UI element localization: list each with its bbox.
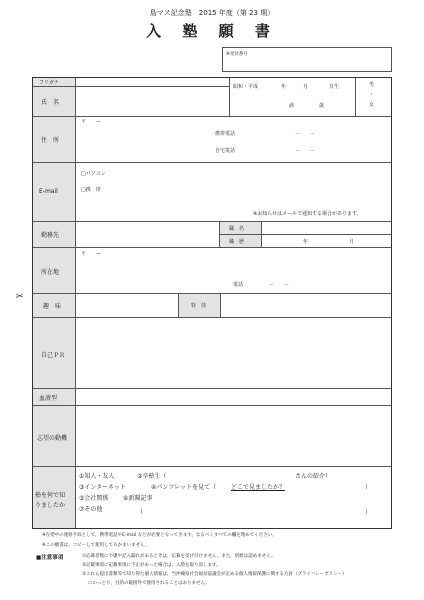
rule xyxy=(33,388,391,389)
job-history-month: 月 xyxy=(349,239,355,245)
receipt-number-box[interactable] xyxy=(222,47,392,72)
sex-dot: ・ xyxy=(369,92,375,98)
option-3[interactable]: ③インターネット xyxy=(79,484,126,491)
location-phone-dash: － － xyxy=(269,282,290,288)
location-label: 所在地 xyxy=(41,269,60,276)
blood-type-label: 血液型 xyxy=(39,395,58,402)
notes-item-3: ③これら提出書類等で知り得た個人情報は，当沖縄県社会福祉協議会が定める個人情報保護に関する方針（プライバシーポリシー） xyxy=(82,572,347,577)
rule xyxy=(33,317,391,318)
rule xyxy=(33,86,229,87)
application-form xyxy=(32,77,392,529)
option-4-inner: どこで見ましたか？ xyxy=(231,484,286,491)
rule xyxy=(33,405,391,406)
how-learned-label-2: りましたか xyxy=(35,502,66,509)
rule xyxy=(75,78,76,528)
option-7-close: ） xyxy=(365,509,372,516)
rule xyxy=(219,221,220,247)
option-4[interactable]: ④パンフレットを見て（ xyxy=(151,484,217,491)
receipt-label: ※受付番号 xyxy=(226,52,248,57)
option-4-close: ） xyxy=(365,484,372,491)
employer-label: 勤務先 xyxy=(41,232,60,239)
rule xyxy=(33,247,391,248)
birth-year-unit: 年 xyxy=(281,84,287,90)
self-pr-label: 自己ＰＲ xyxy=(41,352,66,359)
job-history-year: 年 xyxy=(303,239,309,245)
rule xyxy=(355,78,356,116)
sex-female[interactable]: 女 xyxy=(369,102,375,108)
sex-male[interactable]: 男 xyxy=(369,82,375,88)
notes-item-2: ②記載事項に記載事項に不正があった場合は，入塾を取り消します。 xyxy=(82,563,221,568)
note-2: ※この願書は，コピーして使用してもかまいません。 xyxy=(42,543,150,548)
option-7-open: （ xyxy=(137,509,144,516)
name-label: 氏 名 xyxy=(41,99,60,106)
option-2[interactable]: ②卒塾生（ xyxy=(137,473,167,480)
rule xyxy=(220,293,221,317)
age-prefix: 満 xyxy=(289,103,295,109)
age-unit: 歳 xyxy=(319,103,325,109)
scissors-icon: ✂ xyxy=(16,292,24,302)
notes-item-3b: にのっとり，目的の範囲外で使用されることはありません。 xyxy=(88,581,210,586)
page-title: 入 塾 願 書 xyxy=(146,22,278,40)
location-postal-mark: 〒 ー xyxy=(81,251,102,257)
rule xyxy=(219,234,391,235)
skill-label: 特 技 xyxy=(191,303,207,309)
rule xyxy=(33,221,391,222)
birth-month-unit: 月 xyxy=(303,84,309,90)
address-label: 住 所 xyxy=(41,137,60,144)
option-5[interactable]: ⑤会社関係 xyxy=(79,495,109,502)
mobile-checkbox[interactable]: □携 帯 xyxy=(81,187,101,193)
notes-item-1: ①応募者数に不慮や記入漏れがあるときは，応募を受け付けません。また，別紙は認めません。 xyxy=(82,554,276,559)
option-7[interactable]: ⑦その他 xyxy=(79,506,103,513)
option-1[interactable]: ①知人・友人 xyxy=(79,473,115,480)
mobile-phone-label: 携帯電話 xyxy=(215,131,236,137)
mobile-phone-dash: － － xyxy=(295,131,316,137)
option-6[interactable]: ⑥新聞記事 xyxy=(123,495,153,502)
birth-era: 昭和・平成 xyxy=(233,84,259,90)
hobby-label: 趣 味 xyxy=(43,303,62,310)
job-title-label: 職 名 xyxy=(229,226,245,232)
email-label: E-mail xyxy=(39,188,58,195)
rule xyxy=(33,293,391,294)
note-1: ※在塾中の連絡手段として，携帯電話やE-mail などが必要となってきます。なるべくすべての欄を埋めてください。 xyxy=(42,533,277,538)
job-history-label: 職 歴 xyxy=(229,239,245,245)
motivation-label: 志望の動機 xyxy=(37,435,68,442)
how-learned-label-1: 塾を何で知 xyxy=(35,492,66,499)
option-2-suffix: さんの紹介） xyxy=(295,473,332,480)
home-phone-dash: － － xyxy=(295,148,316,154)
postal-mark: 〒 ー xyxy=(81,119,102,125)
rule xyxy=(178,293,179,317)
header-subtitle: 島マス記念塾 2015 年度（第 23 期） xyxy=(149,9,275,17)
email-note: ※お知らせはメールで通知する場合があります。 xyxy=(253,211,362,217)
pc-checkbox[interactable]: □パソコン xyxy=(81,171,106,177)
rule xyxy=(33,116,391,117)
birth-day-unit: 日生 xyxy=(329,84,340,90)
notes-heading: ■注意事項 xyxy=(36,555,64,561)
home-phone-label: 自宅電話 xyxy=(215,148,236,154)
rule xyxy=(261,221,262,247)
location-phone-label: 電話 xyxy=(233,282,244,288)
furigana-label: フリガナ xyxy=(39,80,59,86)
rule xyxy=(33,162,391,163)
rule xyxy=(229,78,230,116)
rule xyxy=(33,466,391,467)
